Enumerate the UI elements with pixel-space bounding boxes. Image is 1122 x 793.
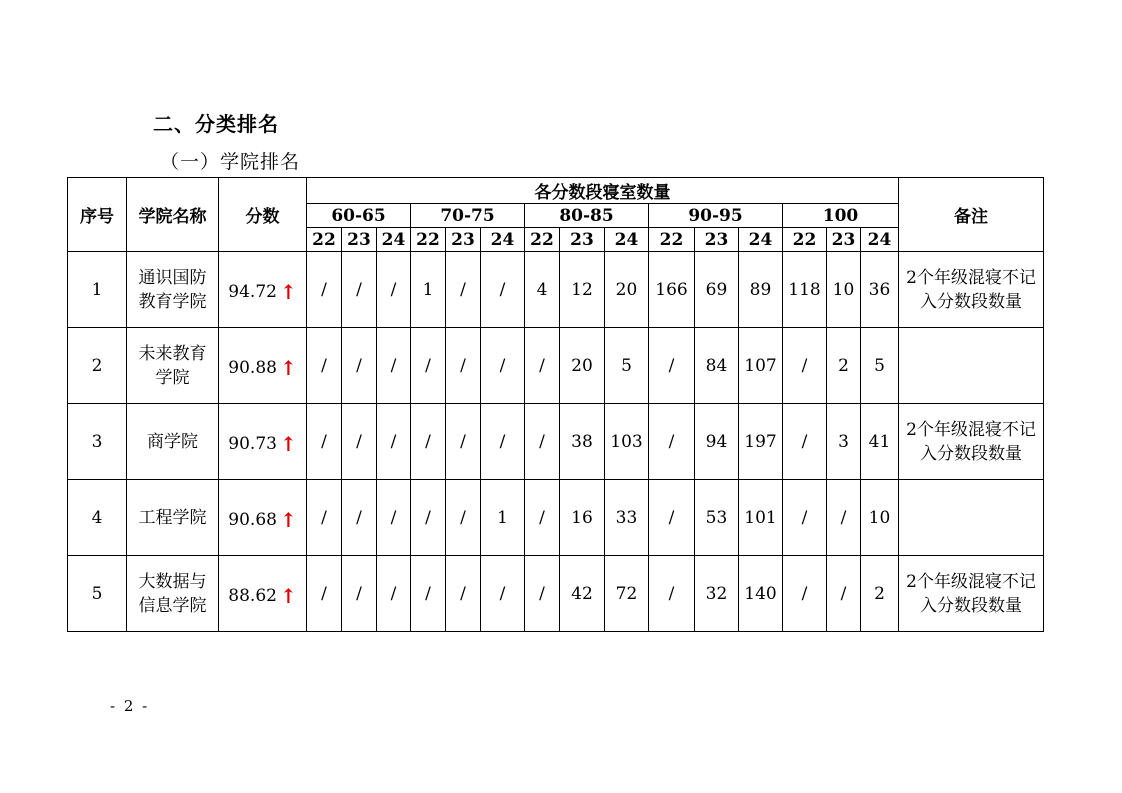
count-cell: / [307, 556, 342, 632]
count-cell: / [783, 404, 827, 480]
college-name [127, 480, 219, 556]
up-arrow-icon: ↑ [279, 431, 297, 456]
note-text: 2个年级混寝不记入分数段数量 [906, 571, 1036, 616]
count-cell: / [446, 480, 481, 556]
header-year: 23 [446, 228, 481, 252]
count-cell: / [446, 556, 481, 632]
header-range: 100 [783, 204, 899, 228]
count-cell: 53 [695, 480, 739, 556]
college-name-text: 工程学院 [138, 507, 207, 528]
score-value: 94.72 [228, 281, 277, 302]
count-cell: 16 [560, 480, 605, 556]
count-cell: 32 [695, 556, 739, 632]
count-cell: 101 [739, 480, 783, 556]
count-cell: 118 [783, 252, 827, 328]
table-header [68, 178, 1044, 252]
count-cell: / [411, 480, 446, 556]
header-group: 各分数段寝室数量 [307, 178, 899, 204]
count-cell: / [525, 328, 560, 404]
header-year: 22 [783, 228, 827, 252]
header-range: 60-65 [307, 204, 411, 228]
header-year: 24 [861, 228, 899, 252]
score-cell [219, 480, 307, 556]
score-value: 90.73 [228, 433, 277, 454]
header-year: 22 [307, 228, 342, 252]
note-cell [899, 556, 1044, 632]
header-note: 备注 [899, 178, 1044, 252]
count-cell: 10 [861, 480, 899, 556]
college-name-text: 通识国防教育学院 [138, 267, 207, 312]
count-cell: / [377, 556, 411, 632]
count-cell: / [525, 480, 560, 556]
up-arrow-icon: ↑ [279, 279, 297, 304]
count-cell: / [481, 556, 525, 632]
section-title: 二、分类排名 [153, 112, 279, 136]
count-cell: 166 [649, 252, 695, 328]
count-cell: / [307, 252, 342, 328]
count-cell: / [649, 556, 695, 632]
count-cell: / [481, 328, 525, 404]
header-range: 90-95 [649, 204, 783, 228]
table-row [68, 556, 1044, 632]
count-cell: 140 [739, 556, 783, 632]
count-cell: 3 [827, 404, 861, 480]
count-cell: 41 [861, 404, 899, 480]
table-body [68, 252, 1044, 632]
subsection-title: （一）学院排名 [160, 151, 301, 173]
table-row [68, 404, 1044, 480]
count-cell: / [649, 328, 695, 404]
count-cell: / [377, 404, 411, 480]
header-year: 23 [342, 228, 377, 252]
count-cell: / [307, 480, 342, 556]
count-cell: / [377, 480, 411, 556]
count-cell: / [377, 328, 411, 404]
count-cell: 89 [739, 252, 783, 328]
college-name-text: 未来教育学院 [138, 343, 207, 388]
count-cell: 69 [695, 252, 739, 328]
header-year: 22 [411, 228, 446, 252]
count-cell: / [649, 480, 695, 556]
count-cell: / [342, 480, 377, 556]
count-cell: / [481, 404, 525, 480]
score-cell [219, 252, 307, 328]
count-cell: 36 [861, 252, 899, 328]
count-cell: / [411, 404, 446, 480]
row-index: 1 [68, 252, 127, 328]
count-cell: 1 [411, 252, 446, 328]
count-cell: / [342, 404, 377, 480]
table-row [68, 328, 1044, 404]
note-cell [899, 252, 1044, 328]
count-cell: / [783, 480, 827, 556]
college-name-text: 商学院 [147, 431, 198, 452]
score-value: 90.68 [228, 509, 277, 530]
college-name [127, 328, 219, 404]
count-cell: / [446, 404, 481, 480]
header-year: 24 [377, 228, 411, 252]
count-cell: 2 [861, 556, 899, 632]
college-name-text: 大数据与信息学院 [138, 571, 207, 616]
header-score: 分数 [219, 178, 307, 252]
count-cell: / [411, 328, 446, 404]
up-arrow-icon: ↑ [279, 355, 297, 380]
count-cell: 20 [560, 328, 605, 404]
note-cell [899, 328, 1044, 404]
header-year: 24 [481, 228, 525, 252]
count-cell: / [342, 328, 377, 404]
score-cell [219, 556, 307, 632]
score-cell [219, 404, 307, 480]
count-cell: 20 [605, 252, 649, 328]
count-cell: 42 [560, 556, 605, 632]
count-cell: / [525, 556, 560, 632]
header-year: 23 [560, 228, 605, 252]
count-cell: 103 [605, 404, 649, 480]
count-cell: / [783, 556, 827, 632]
note-text: 2个年级混寝不记入分数段数量 [906, 267, 1036, 312]
count-cell: 197 [739, 404, 783, 480]
count-cell: / [411, 556, 446, 632]
count-cell: 10 [827, 252, 861, 328]
count-cell: 38 [560, 404, 605, 480]
count-cell: 94 [695, 404, 739, 480]
header-year: 23 [827, 228, 861, 252]
count-cell: 2 [827, 328, 861, 404]
count-cell: / [446, 252, 481, 328]
count-cell: 72 [605, 556, 649, 632]
count-cell: / [827, 556, 861, 632]
up-arrow-icon: ↑ [279, 583, 297, 608]
header-year: 22 [649, 228, 695, 252]
row-index: 5 [68, 556, 127, 632]
note-text: 2个年级混寝不记入分数段数量 [906, 419, 1036, 464]
count-cell: 1 [481, 480, 525, 556]
note-cell [899, 404, 1044, 480]
score-cell [219, 328, 307, 404]
page-number: - 2 - [110, 697, 150, 715]
college-name [127, 404, 219, 480]
row-index: 4 [68, 480, 127, 556]
header-year: 24 [739, 228, 783, 252]
table-row [68, 252, 1044, 328]
row-index: 2 [68, 328, 127, 404]
header-range: 70-75 [411, 204, 525, 228]
college-ranking-table [67, 177, 1044, 632]
header-index: 序号 [68, 178, 127, 252]
count-cell: / [481, 252, 525, 328]
count-cell: / [446, 328, 481, 404]
college-name [127, 556, 219, 632]
note-cell [899, 480, 1044, 556]
count-cell: / [783, 328, 827, 404]
count-cell: / [649, 404, 695, 480]
count-cell: 107 [739, 328, 783, 404]
count-cell: 4 [525, 252, 560, 328]
count-cell: / [377, 252, 411, 328]
score-value: 90.88 [228, 357, 277, 378]
header-range: 80-85 [525, 204, 649, 228]
row-index: 3 [68, 404, 127, 480]
count-cell: 33 [605, 480, 649, 556]
count-cell: / [307, 404, 342, 480]
count-cell: / [307, 328, 342, 404]
table-row [68, 480, 1044, 556]
header-college: 学院名称 [127, 178, 219, 252]
count-cell: 12 [560, 252, 605, 328]
header-year: 23 [695, 228, 739, 252]
count-cell: 5 [605, 328, 649, 404]
count-cell: 5 [861, 328, 899, 404]
count-cell: / [525, 404, 560, 480]
header-year: 22 [525, 228, 560, 252]
count-cell: / [827, 480, 861, 556]
count-cell: 84 [695, 328, 739, 404]
score-value: 88.62 [228, 585, 277, 606]
count-cell: / [342, 252, 377, 328]
college-name [127, 252, 219, 328]
count-cell: / [342, 556, 377, 632]
header-year: 24 [605, 228, 649, 252]
up-arrow-icon: ↑ [279, 507, 297, 532]
